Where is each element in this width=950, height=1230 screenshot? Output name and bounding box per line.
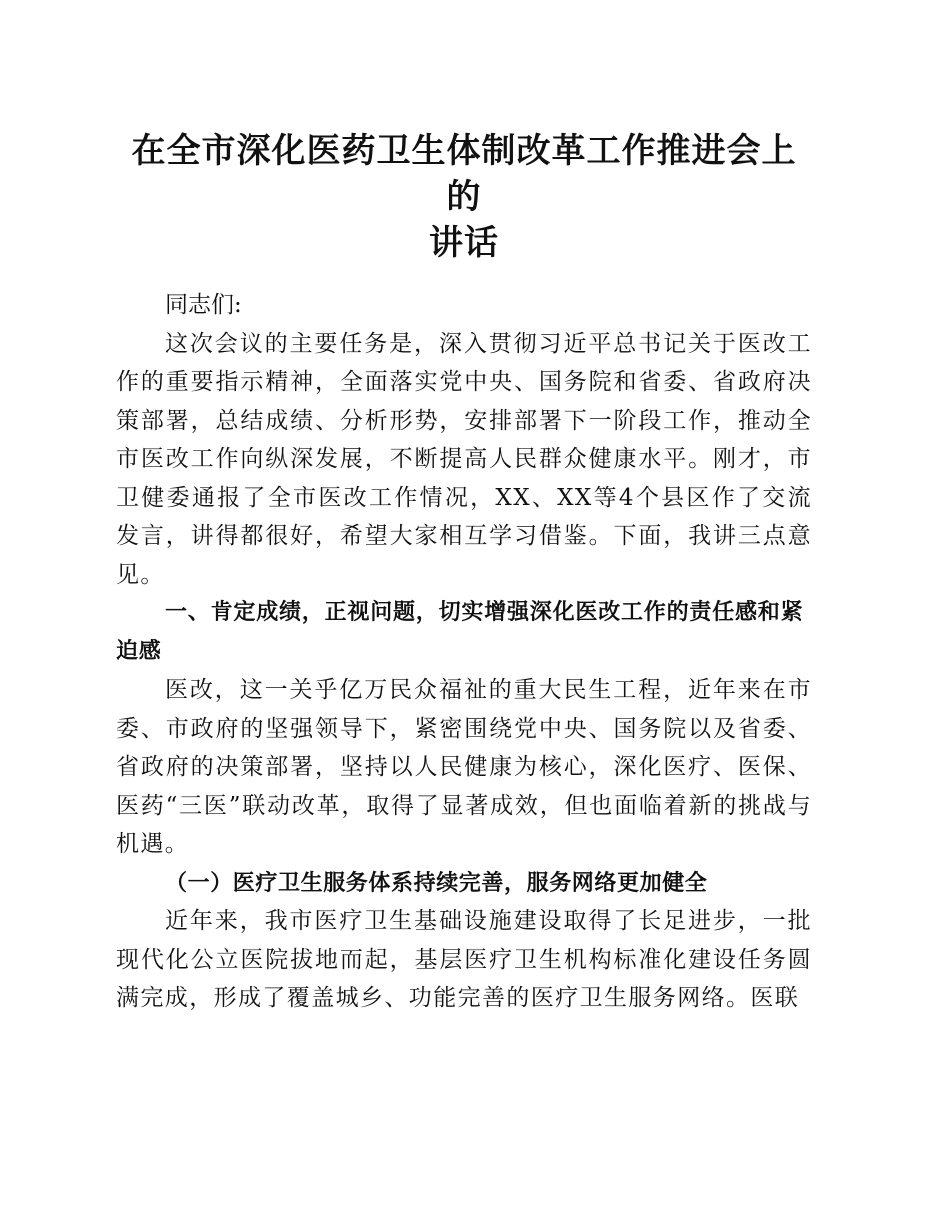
title-line-1: 在全市深化医药卫生体制改革工作推进会上的 bbox=[131, 131, 797, 217]
subsection-1-heading: （一）医疗卫生服务体系持续完善，服务网络更加健全 bbox=[165, 869, 708, 896]
subsection-1-paragraph: 近年来，我市医疗卫生基础设施建设取得了长足进步，一批现代化公立医院拔地而起，基层医疗卫生机构标准化建设任务圆满完成，形成了覆盖城乡、功能完善的医疗卫生服务网络。医联 bbox=[116, 908, 812, 1011]
section-1-heading: 一、肯定成绩，正视问题，切实增强深化医改工作的责任感和紧迫感 bbox=[116, 600, 804, 664]
greeting: 同志们: bbox=[165, 292, 242, 318]
intro-paragraph: 这次会议的主要任务是，深入贯彻习近平总书记关于医改工作的重要指示精神，全面落实党中央、国务院和省委、省政府决策部署，总结成绩、分析形势，安排部署下一阶段工作，推动全市医改工作向纵深发展，不断提高人民群众健康水平。刚才，市卫健委通报了全市医改工作情况，XX、XX等4个县区作了交流发言，讲得都很好，希望大家相互学习借鉴。下面，我讲三点意见。 bbox=[116, 330, 812, 588]
document-title bbox=[116, 128, 812, 266]
document-page bbox=[116, 128, 812, 1018]
section-1-paragraph: 医改，这一关乎亿万民众福祉的重大民生工程，近年来在市委、市政府的坚强领导下，紧密围绕党中央、国务院以及省委、省政府的决策部署，坚持以人民健康为核心，深化医疗、医保、医药“三医”联动改革，取得了显著成效，但也面临着新的挑战与机遇。 bbox=[116, 677, 812, 857]
title-line-2: 讲话 bbox=[429, 223, 499, 263]
